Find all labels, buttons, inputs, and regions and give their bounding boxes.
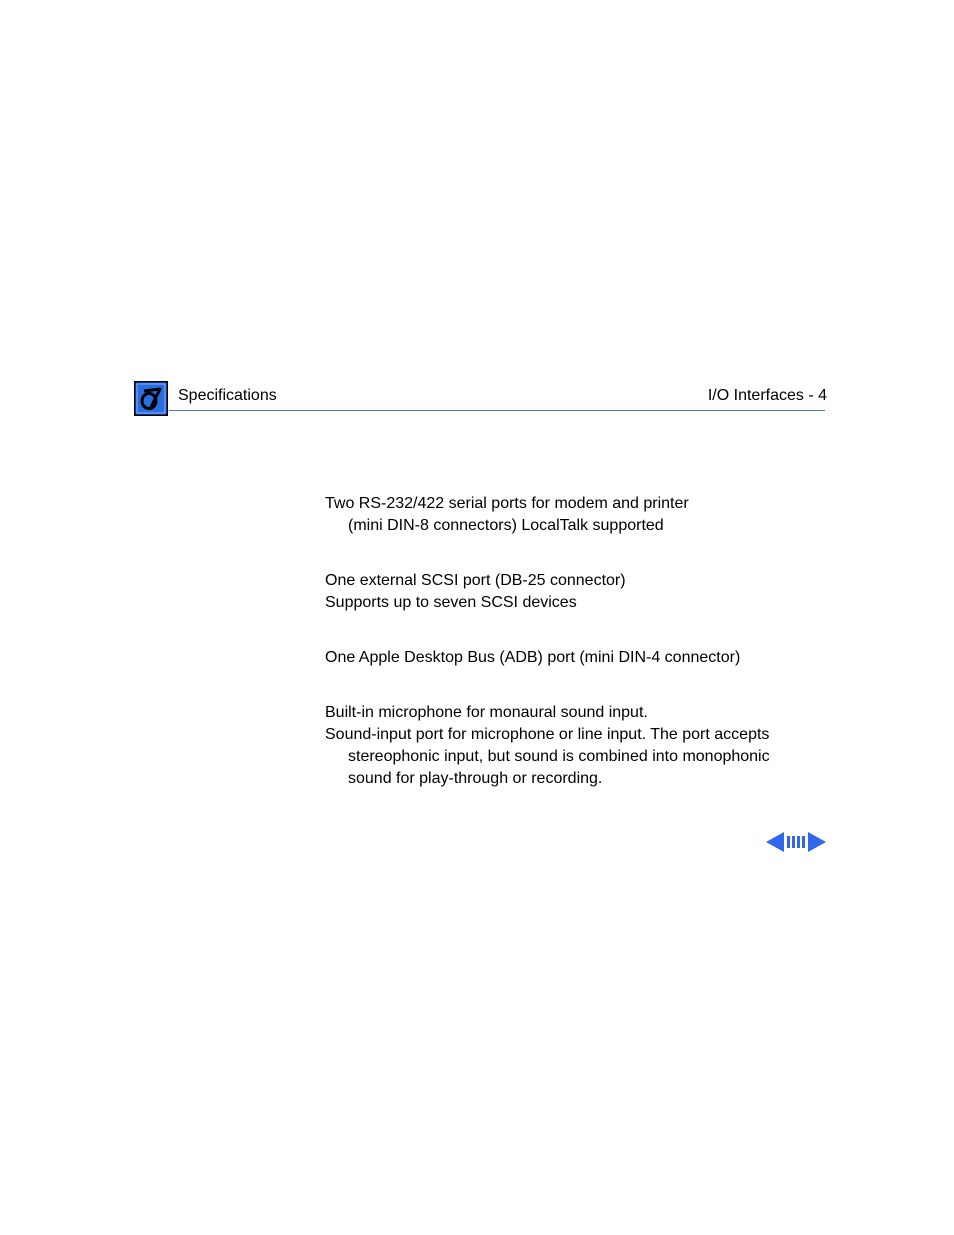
spec-line: sound for play-through or recording. — [348, 770, 603, 787]
section-title: Specifications — [178, 387, 277, 404]
page-header — [133, 380, 827, 416]
scsi-port-spec — [325, 570, 835, 614]
sound-input-spec — [325, 702, 835, 790]
table-of-contents-bars-icon[interactable] — [786, 831, 806, 853]
spec-content — [325, 493, 835, 790]
spec-line: stereophonic input, but sound is combined into monophonic — [348, 748, 770, 765]
next-page-arrow-icon[interactable] — [807, 831, 827, 853]
spec-line: Two RS-232/422 serial ports for modem and printer — [325, 495, 689, 512]
header-divider — [169, 410, 825, 411]
page-navigation — [765, 831, 827, 853]
serial-ports-spec — [325, 493, 835, 537]
previous-page-arrow-icon[interactable] — [765, 831, 785, 853]
spec-line: One Apple Desktop Bus (ADB) port (mini DIN-4 connector) — [325, 649, 741, 666]
adb-port-spec — [325, 647, 835, 669]
spec-line: Supports up to seven SCSI devices — [325, 594, 577, 611]
spec-line: One external SCSI port (DB-25 connector) — [325, 572, 626, 589]
spec-line: Sound-input port for microphone or line input. The port accepts — [325, 726, 770, 743]
spec-line: Built-in microphone for monaural sound input. — [325, 704, 648, 721]
manual-logo-icon — [133, 380, 169, 417]
spec-line: (mini DIN-8 connectors) LocalTalk supported — [348, 517, 664, 534]
page-label: I/O Interfaces - 4 — [707, 387, 827, 404]
